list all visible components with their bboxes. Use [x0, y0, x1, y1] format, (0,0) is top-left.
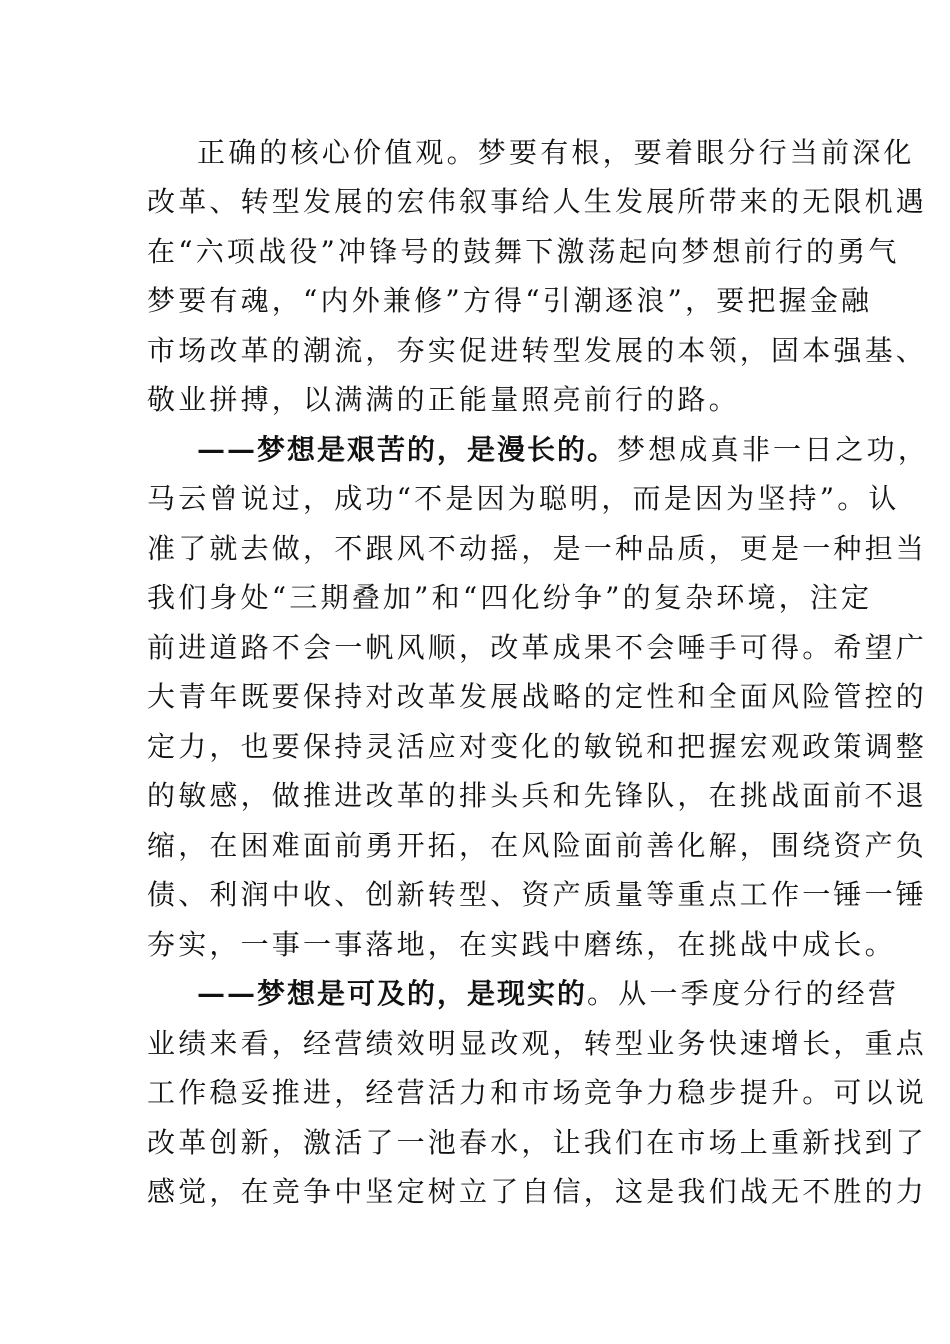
paragraph-first-line	[197, 430, 930, 470]
body-line: 前进道路不会一帆风顺，改革成果不会唾手可得。希望广	[147, 631, 928, 664]
body-line: 的敏感，做推进改革的排头兵和先锋队，在挑战面前不退	[147, 779, 928, 812]
body-line: 定力，也要保持灵活应对变化的敏锐和把握宏观政策调整	[147, 730, 928, 763]
body-line: 准了就去做，不跟风不动摇，是一种品质，更是一种担当	[147, 532, 928, 565]
body-line: 工作稳妥推进，经营活力和市场竞争力稳步提升。可以说	[147, 1076, 928, 1109]
body-line: 债、利润中收、创新转型、资产质量等重点工作一锤一锤	[147, 878, 928, 911]
body-line: 改革创新，激活了一池春水，让我们在市场上重新找到了	[147, 1126, 928, 1159]
body-line: 敬业拼搏，以满满的正能量照亮前行的路。	[147, 383, 740, 416]
body-line: 马云曾说过，成功“不是因为聪明，而是因为坚持”。认	[147, 482, 900, 515]
body-line: 梦要有魂，“内外兼修”方得“引潮逐浪”，要把握金融	[147, 284, 873, 317]
body-line: 感觉，在竞争中坚定树立了自信，这是我们战无不胜的力	[147, 1175, 928, 1208]
body-line: 夯实，一事一事落地，在实践中磨练，在挑战中成长。	[147, 928, 896, 961]
paragraph-text: 梦想成真非一日之功，	[617, 433, 930, 466]
body-line: 改革、转型发展的宏伟叙事给人生发展所带来的无限机遇	[147, 185, 928, 218]
paragraph-text: 。从一季度分行的经营	[587, 977, 900, 1010]
body-line: 在“六项战役”冲锋号的鼓舞下激荡起向梦想前行的勇气	[147, 235, 900, 268]
paragraph-first-line	[197, 974, 900, 1014]
body-line: 我们身处“三期叠加”和“四化纷争”的复杂环境，注定	[147, 581, 873, 614]
body-line: 市场改革的潮流，夯实促进转型发展的本领，固本强基、	[147, 334, 928, 367]
paragraph-heading: ——梦想是可及的，是现实的	[197, 977, 588, 1010]
body-line: 正确的核心价值观。梦要有根，要着眼分行当前深化	[197, 136, 915, 169]
paragraph-heading: ——梦想是艰苦的，是漫长的。	[197, 433, 618, 466]
body-line: 业绩来看，经营绩效明显改观，转型业务快速增长，重点	[147, 1027, 928, 1060]
body-line: 缩，在困难面前勇开拓，在风险面前善化解，围绕资产负	[147, 829, 928, 862]
body-line: 大青年既要保持对改革发展战略的定性和全面风险管控的	[147, 680, 928, 713]
